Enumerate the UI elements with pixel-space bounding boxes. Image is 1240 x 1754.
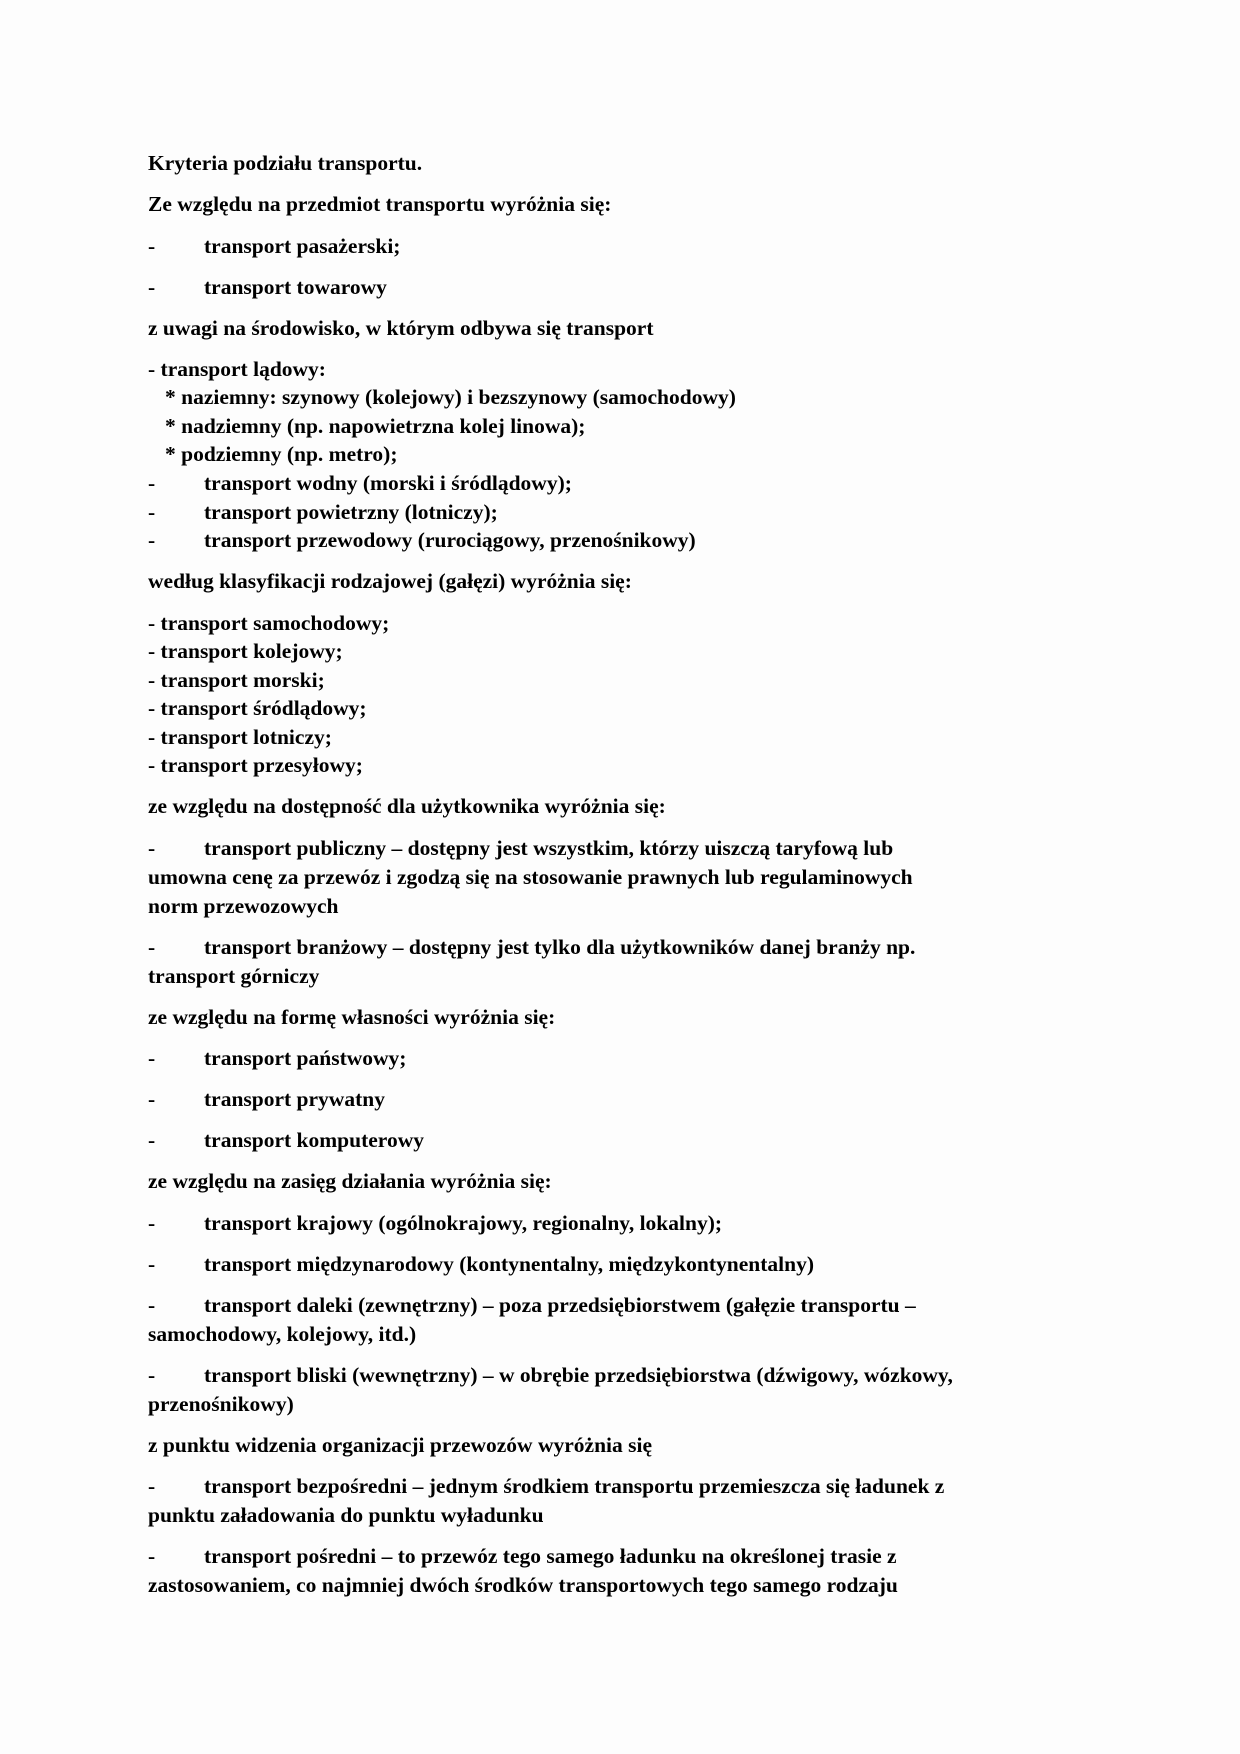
list-item: transport prywatny	[204, 1087, 385, 1111]
list-item-continuation: samochodowy, kolejowy, itd.)	[148, 1322, 417, 1346]
list-item: transport przewodowy (rurociągowy, przenośnikowy)	[204, 528, 696, 552]
dash: -	[148, 836, 156, 860]
list-item-continuation: transport górniczy	[148, 964, 320, 988]
list-item-continuation: przenośnikowy)	[148, 1392, 294, 1416]
dash: -	[148, 1363, 156, 1387]
section-heading: z punktu widzenia organizacji przewozów wyróżnia się	[148, 1433, 653, 1457]
list-item: transport bezpośredni – jednym środkiem transportu przemieszcza się ładunek z	[204, 1474, 945, 1498]
list-item: transport towarowy	[204, 275, 387, 299]
dash: -	[148, 1046, 156, 1070]
dash: -	[148, 471, 156, 495]
dash: -	[148, 275, 156, 299]
section-heading: według klasyfikacji rodzajowej (gałęzi) wyróżnia się:	[148, 569, 632, 593]
sub-item: * podziemny (np. metro);	[165, 442, 398, 466]
dash: -	[148, 1474, 156, 1498]
dash: -	[148, 1252, 156, 1276]
document-title: Kryteria podziału transportu.	[148, 151, 423, 175]
list-item: transport powietrzny (lotniczy);	[204, 500, 498, 524]
dash: -	[148, 1293, 156, 1317]
dash: -	[148, 528, 156, 552]
section-heading: z uwagi na środowisko, w którym odbywa się transport	[148, 316, 654, 340]
section-heading: ze względu na zasięg działania wyróżnia się:	[148, 1169, 552, 1193]
list-item: - transport kolejowy;	[148, 639, 343, 663]
list-item-continuation: zastosowaniem, co najmniej dwóch środków transportowych tego samego rodzaju	[148, 1573, 898, 1597]
list-item: transport publiczny – dostępny jest wszystkim, którzy uiszczą taryfową lub	[204, 836, 894, 860]
list-item: transport bliski (wewnętrzny) – w obrębie przedsiębiorstwa (dźwigowy, wózkowy,	[204, 1363, 953, 1387]
dash: -	[148, 935, 156, 959]
dash: -	[148, 1128, 156, 1152]
list-item: transport pasażerski;	[204, 234, 401, 258]
list-item-continuation: umowna cenę za przewóz i zgodzą się na stosowanie prawnych lub regulaminowych	[148, 865, 913, 889]
dash: -	[148, 1211, 156, 1235]
list-item: transport międzynarodowy (kontynentalny, międzykontynentalny)	[204, 1252, 815, 1276]
dash: -	[148, 500, 156, 524]
sub-item: * nadziemny (np. napowietrzna kolej linowa);	[165, 414, 586, 438]
list-item: - transport przesyłowy;	[148, 753, 363, 777]
dash: -	[148, 1087, 156, 1111]
list-item: - transport śródlądowy;	[148, 696, 367, 720]
section-heading: ze względu na dostępność dla użytkownika wyróżnia się:	[148, 794, 666, 818]
sub-item: * naziemny: szynowy (kolejowy) i bezszynowy (samochodowy)	[165, 385, 736, 409]
list-item: transport branżowy – dostępny jest tylko dla użytkowników danej branży np.	[204, 935, 916, 959]
list-item: transport komputerowy	[204, 1128, 424, 1152]
dash: -	[148, 234, 156, 258]
section-heading: Ze względu na przedmiot transportu wyróżnia się:	[148, 192, 612, 216]
list-item: transport krajowy (ogólnokrajowy, regionalny, lokalny);	[204, 1211, 723, 1235]
section-heading: ze względu na formę własności wyróżnia się:	[148, 1005, 556, 1029]
list-item: - transport lotniczy;	[148, 725, 332, 749]
list-item: transport państwowy;	[204, 1046, 407, 1070]
dash: -	[148, 1544, 156, 1568]
list-item: transport daleki (zewnętrzny) – poza przedsiębiorstwem (gałęzie transportu –	[204, 1293, 916, 1317]
list-item: - transport samochodowy;	[148, 611, 390, 635]
list-item: transport wodny (morski i śródlądowy);	[204, 471, 572, 495]
list-item: - transport lądowy:	[148, 357, 326, 381]
list-item: - transport morski;	[148, 668, 325, 692]
list-item-continuation: punktu załadowania do punktu wyładunku	[148, 1503, 544, 1527]
list-item: transport pośredni – to przewóz tego samego ładunku na określonej trasie z	[204, 1544, 897, 1568]
list-item-continuation: norm przewozowych	[148, 894, 339, 918]
